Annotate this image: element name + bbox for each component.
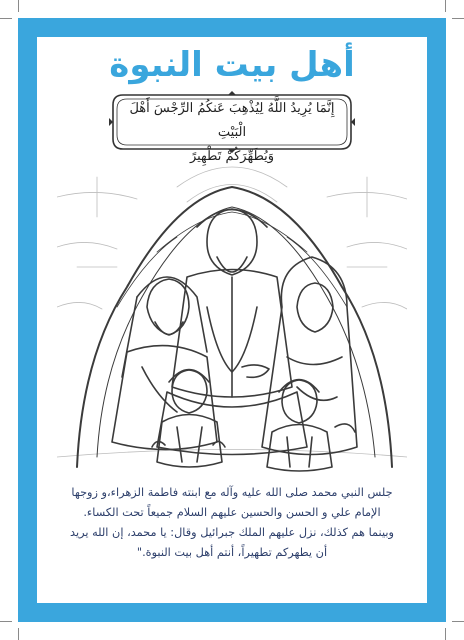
right-child (267, 380, 355, 472)
crop-mark (445, 628, 446, 640)
verse-line-1: إِنَّمَا يُرِيدُ اللَّهُ لِيُذْهِبَ عَنكُمُ الرِّجْسَ أَهْلَ الْبَيْتِ (129, 101, 335, 140)
crop-mark (18, 628, 19, 640)
crop-mark (445, 0, 446, 12)
crop-mark (452, 621, 464, 622)
crop-mark (0, 18, 12, 19)
family-illustration (57, 157, 407, 482)
crop-mark (0, 621, 12, 622)
cloak (77, 187, 392, 467)
verse-line-2: وَيُطَهِّرَكُمْ تَطْهِيرً (189, 149, 275, 164)
page-title: أهل بيت النبوة (109, 45, 355, 85)
story-caption (47, 483, 417, 563)
verse-box (109, 91, 355, 164)
central-figure (157, 209, 307, 455)
crop-mark (18, 0, 19, 12)
left-figure (112, 277, 217, 450)
caption-line-3: وبينما هم كذلك، نزل عليهم الملك جبرائيل وقال: يا محمد، إن الله يريد (70, 526, 394, 539)
crop-mark (452, 18, 464, 19)
caption-line-4: أن يطهركم تطهيراً، أنتم أهل بيت النبوة." (136, 546, 328, 559)
caption-line-2: الإمام علي و الحسن والحسين عليهم السلام جميعاً تحت الكساء. (83, 506, 381, 519)
page-content (37, 37, 427, 603)
caption-line-1: جلس النبي محمد صلى الله عليه وآله مع ابنته فاطمة الزهراء،و زوجها (71, 486, 393, 499)
